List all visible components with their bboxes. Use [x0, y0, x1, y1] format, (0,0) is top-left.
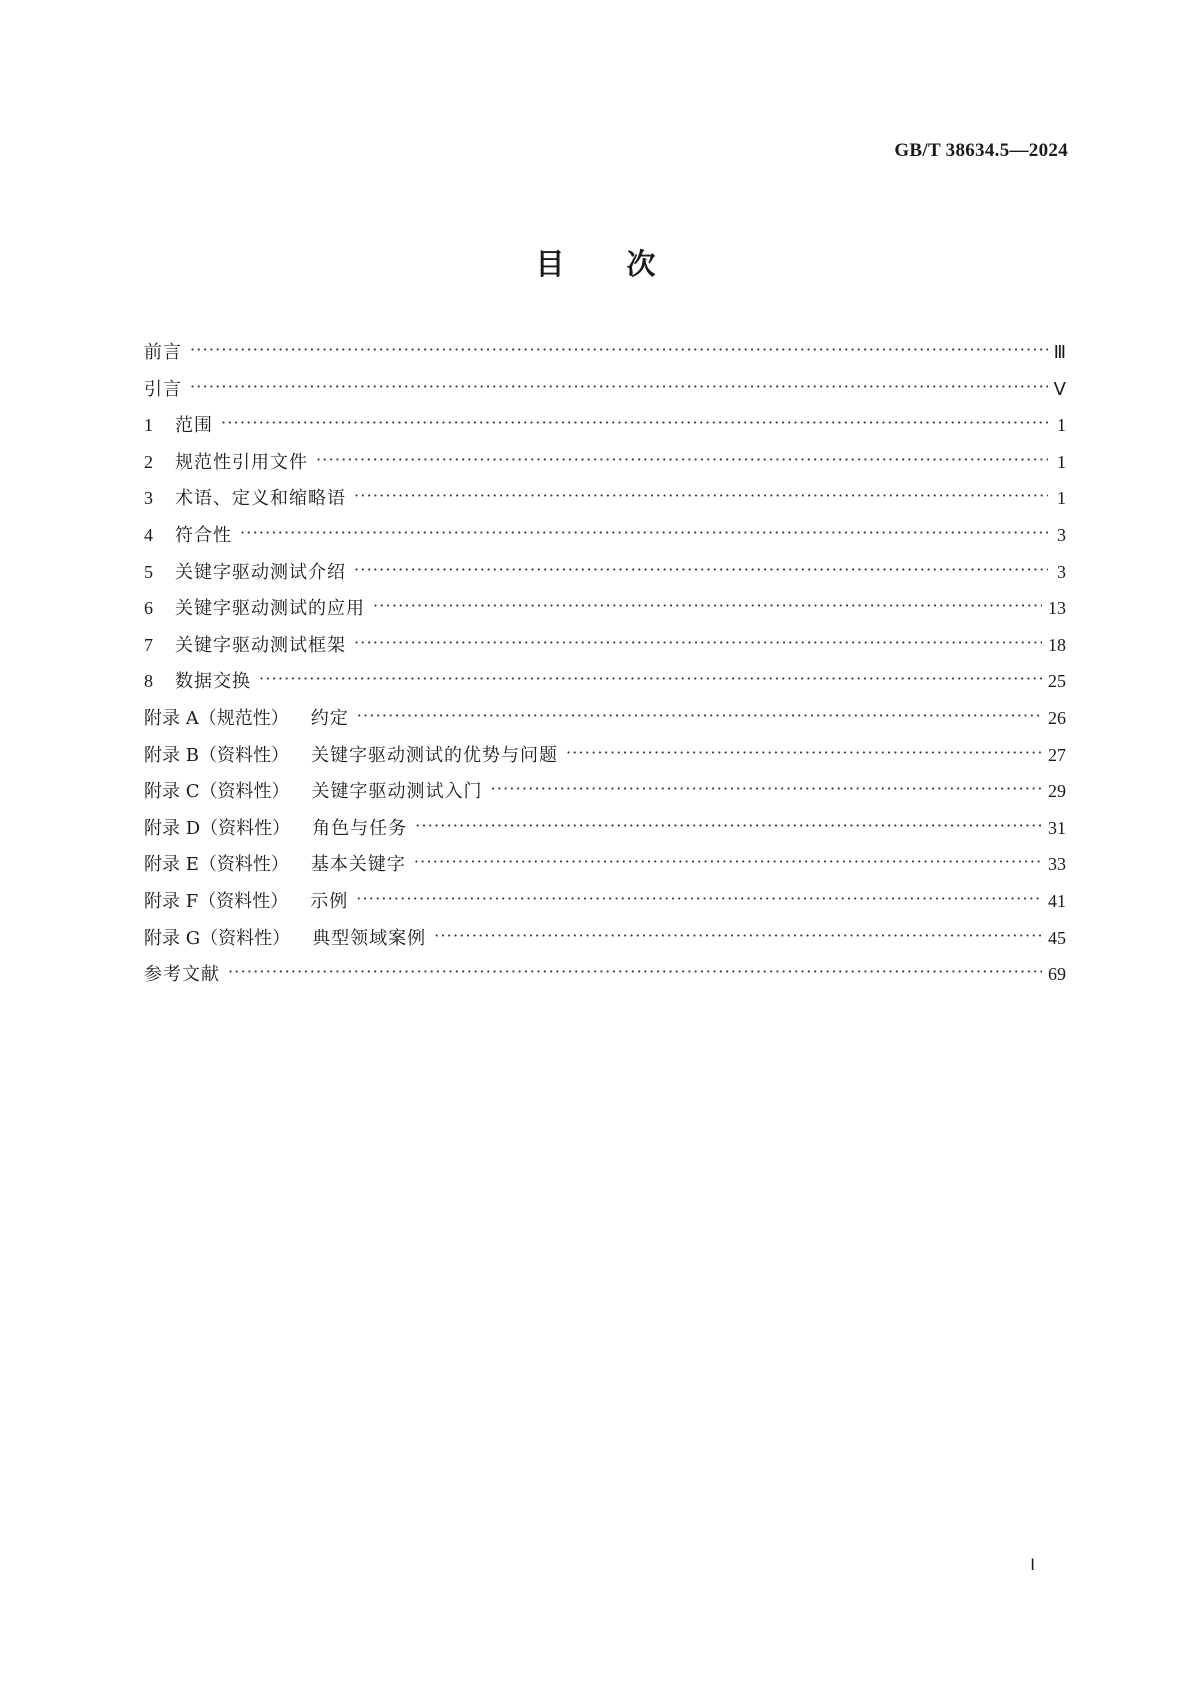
toc-entry-number: 5	[144, 561, 153, 582]
toc-entry-annex-a[interactable]	[144, 704, 1066, 741]
toc-annex-label: 附录 C（资料性）	[144, 781, 290, 803]
toc-entry-title: 关键字驱动测试的优势与问题	[310, 744, 558, 766]
toc-entry-title: 典型领域案例	[312, 927, 427, 949]
toc-entry-introduction[interactable]	[144, 375, 1066, 412]
toc-entry-number: 8	[144, 671, 153, 692]
toc-entry-page: Ⅴ	[1053, 378, 1066, 399]
toc-dot-leader	[354, 486, 1048, 504]
toc-dot-leader	[415, 816, 1042, 834]
toc-entry-title: 参考文献	[144, 964, 220, 986]
toc-entry-page: 29	[1048, 781, 1066, 802]
toc-entry-clause-7[interactable]	[144, 631, 1066, 668]
toc-entry-number: 6	[144, 598, 153, 619]
toc-annex-label: 附录 G（资料性）	[144, 927, 291, 949]
toc-entry-page: 1	[1057, 415, 1066, 436]
toc-entry-annex-e[interactable]	[144, 850, 1066, 887]
toc-dot-leader	[491, 779, 1043, 797]
toc-entry-title: 前言	[144, 342, 182, 363]
toc-entry-number: 3	[144, 488, 153, 509]
toc-entry-number: 4	[144, 524, 153, 545]
toc-entry-clause-2[interactable]	[144, 448, 1066, 485]
page-title: 目次	[535, 247, 718, 281]
toc-entry-page: 31	[1048, 817, 1066, 838]
toc-entry-page: 13	[1048, 598, 1066, 619]
toc-entry-title: 关键字驱动测试入门	[311, 781, 483, 803]
toc-entry-clause-6[interactable]	[144, 594, 1066, 631]
standard-code: GB/T 38634.5—2024	[894, 140, 1068, 161]
toc-dot-leader	[190, 340, 1048, 358]
toc-entry-annex-f[interactable]	[144, 887, 1066, 924]
toc-entry-page: 26	[1048, 707, 1066, 728]
toc-entry-clause-1[interactable]	[144, 411, 1066, 448]
toc-annex-label: 附录 D（资料性）	[144, 817, 291, 839]
toc-entry-annex-b[interactable]	[144, 741, 1066, 778]
toc-entry-bibliography[interactable]	[144, 960, 1066, 997]
toc-dot-leader	[240, 523, 1048, 541]
toc-entry-title: 引言	[144, 378, 182, 400]
toc-entry-title: 关键字驱动测试框架	[175, 634, 346, 656]
toc-entry-title: 数据交换	[175, 671, 251, 693]
toc-entry-title: 基本关键字	[310, 854, 406, 876]
toc-entry-title: 规范性引用文件	[175, 451, 308, 473]
toc-annex-label: 附录 F（资料性）	[144, 890, 289, 912]
toc-entry-page: Ⅲ	[1053, 342, 1066, 362]
toc-entry-title: 示例	[310, 890, 349, 912]
toc-entry-page: 33	[1048, 854, 1066, 875]
toc-dot-leader	[316, 450, 1048, 468]
toc-annex-label: 附录 A（规范性）	[144, 707, 289, 729]
toc-entry-page: 41	[1048, 890, 1066, 911]
toc-entry-page: 3	[1057, 561, 1066, 582]
toc-entry-title: 范围	[175, 415, 213, 437]
toc-entry-title: 约定	[310, 707, 349, 729]
toc-entry-page: 1	[1057, 488, 1066, 509]
toc-entry-annex-g[interactable]	[144, 924, 1066, 961]
toc-entry-title: 术语、定义和缩略语	[175, 488, 346, 510]
toc-annex-label: 附录 E（资料性）	[144, 854, 289, 876]
toc-entry-page: 27	[1048, 744, 1066, 765]
page-number: Ⅰ	[1030, 1557, 1035, 1574]
toc-entry-page: 45	[1048, 927, 1066, 948]
toc-dot-leader	[259, 669, 1042, 687]
toc-entry-page: 3	[1057, 524, 1066, 545]
toc-dot-leader	[228, 962, 1042, 980]
toc-entry-clause-8[interactable]	[144, 667, 1066, 704]
toc-entry-number: 1	[144, 415, 153, 436]
toc-dot-leader	[566, 743, 1042, 761]
toc-dot-leader	[357, 706, 1042, 724]
toc-annex-label: 附录 B（资料性）	[144, 744, 289, 766]
toc-entry-clause-5[interactable]	[144, 558, 1066, 595]
toc-entry-page: 1	[1057, 451, 1066, 472]
toc-dot-leader	[190, 377, 1048, 395]
toc-entry-foreword[interactable]	[144, 338, 1066, 375]
table-of-contents	[144, 338, 1066, 997]
toc-entry-page: 18	[1048, 634, 1066, 655]
toc-dot-leader	[221, 413, 1048, 431]
toc-dot-leader	[373, 596, 1042, 614]
toc-dot-leader	[356, 889, 1042, 907]
toc-entry-clause-4[interactable]	[144, 521, 1066, 558]
toc-dot-leader	[434, 926, 1042, 944]
toc-entry-title: 关键字驱动测试介绍	[175, 561, 346, 583]
toc-entry-page: 25	[1048, 671, 1066, 692]
toc-dot-leader	[354, 560, 1048, 578]
toc-entry-annex-d[interactable]	[144, 814, 1066, 851]
toc-dot-leader	[354, 633, 1042, 651]
toc-entry-title: 符合性	[175, 524, 232, 546]
toc-entry-page: 69	[1048, 964, 1066, 985]
toc-dot-leader	[414, 852, 1042, 870]
toc-entry-title: 角色与任务	[312, 817, 408, 839]
toc-entry-clause-3[interactable]	[144, 484, 1066, 521]
toc-entry-number: 7	[144, 634, 153, 655]
toc-entry-number: 2	[144, 451, 153, 472]
toc-entry-title: 关键字驱动测试的应用	[175, 598, 365, 620]
toc-entry-annex-c[interactable]	[144, 777, 1066, 814]
